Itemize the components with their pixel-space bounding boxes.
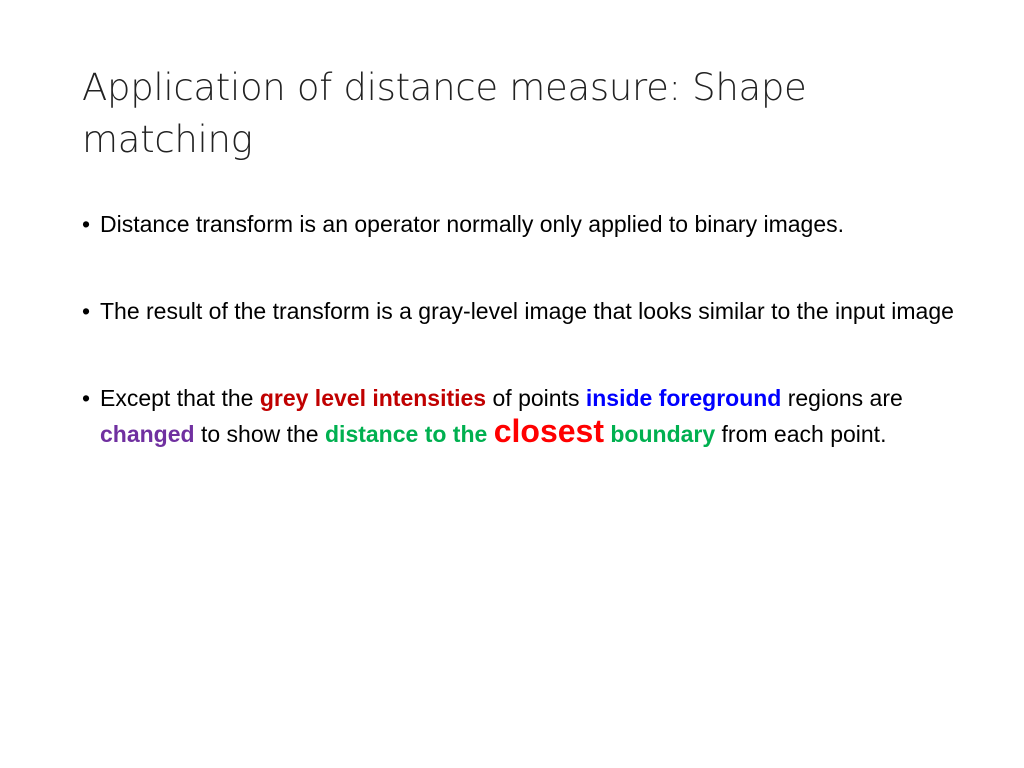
- bullet-marker: •: [82, 298, 91, 324]
- text-segment: of points: [486, 385, 586, 411]
- text-segment: regions are: [781, 385, 903, 411]
- bullet-marker: •: [82, 385, 91, 411]
- bullet-marker: •: [82, 211, 91, 237]
- highlight-grey-level-intensities: grey level intensities: [259, 385, 487, 411]
- bullet-list: [80, 208, 960, 451]
- slide-title: Application of distance measure: Shape matching: [82, 66, 807, 161]
- highlight-changed: changed: [100, 421, 195, 447]
- bullet-item: [80, 382, 960, 451]
- bullet-item: [80, 208, 960, 241]
- text-segment: to show the: [194, 421, 325, 447]
- bullet-item: [80, 295, 960, 328]
- highlight-distance-to-the: distance to the: [325, 421, 488, 447]
- highlight-inside-foreground: inside foreground: [585, 385, 782, 411]
- highlight-boundary: boundary: [610, 421, 716, 447]
- text-segment: Except that the: [100, 385, 260, 411]
- bullet-text: Distance transform is an operator normally only applied to binary images.: [100, 211, 845, 237]
- bullet-text-rich: [100, 385, 903, 447]
- highlight-closest: closest: [493, 413, 604, 449]
- bullet-text: The result of the transform is a gray-level image that looks similar to the input image: [100, 298, 954, 324]
- text-segment: from each point.: [715, 421, 887, 447]
